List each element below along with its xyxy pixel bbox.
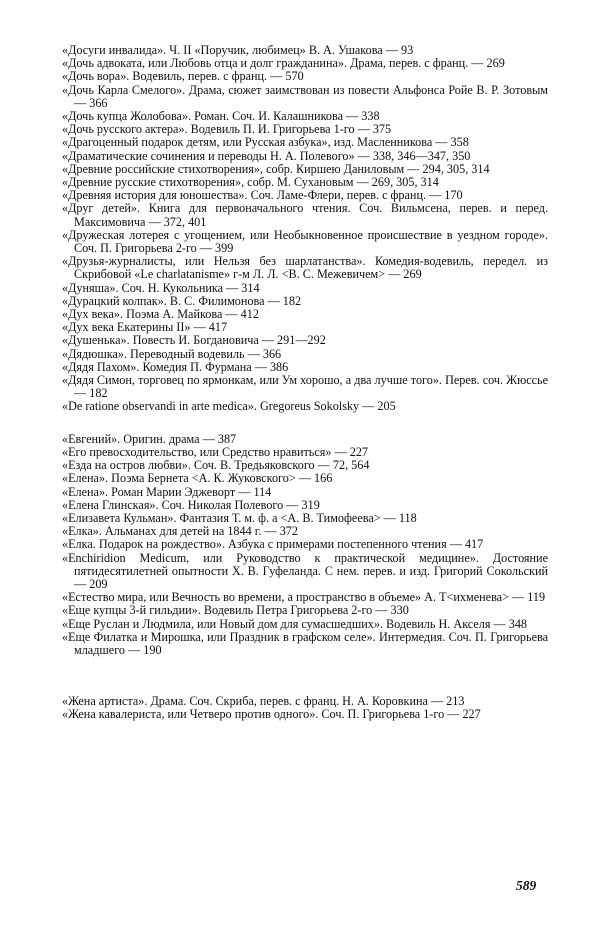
index-entry: «Дух века». Поэма А. Майкова — 412 [62,307,259,322]
index-entry: «Елка. Подарок на рождество». Азбука с примерами постепенного чтения — 417 [62,537,484,552]
section-zh [62,695,548,721]
index-entry: «Еще Филатка и Мирошка, или Праздник в графском селе». Интермедия. Соч. П. Григорьева младшего — 190 [62,629,548,657]
index-entry: «Драматические сочинения и переводы Н. А. Полевого» — 338, 346—347, 350 [62,148,471,163]
index-entry: «Его превосходительство, или Средство нравиться» — 227 [62,444,369,459]
index-entry: «Дочь адвоката, или Любовь отца и долг гражданина». Драма, перев. с франц. — 269 [62,56,505,71]
index-entry: «Естество мира, или Вечность во времени, а пространство в объеме» А. Т<ихменева> — 119 [62,590,546,605]
index-entry: «Дочь вора». Водевиль, перев. с франц. — 570 [62,69,304,84]
index-entry: «Елена». Поэма Бернета <А. К. Жуковского> — 166 [62,471,333,486]
index-entry: «Дурацкий колпак». В. С. Филимонова — 182 [62,293,302,308]
section-d [62,44,548,414]
index-entry: «Дядя Пахом». Комедия П. Фурмана — 386 [62,359,289,374]
index-entry: «Досуги инвалида». Ч. II «Поручик, любимец» В. А. Ушакова — 93 [62,43,414,57]
index-entry: «Езда на остров любви». Соч. В. Тредьяковского — 72, 564 [62,458,370,473]
section-gap [62,414,548,433]
index-entry: «Дружеская лотерея с угощением, или Необыкновенное происшествие в уездном городе». Соч. П. Григорьева 2-го — 399 [62,227,548,256]
index-entry: «Древняя история для юношества». Соч. Ламе-Флери, перев. с франц. — 170 [62,188,463,203]
index-entry: «Елка». Альманах для детей на 1844 г. — 372 [62,524,298,539]
index-entry: «Елена Глинская». Соч. Николая Полевого — 319 [62,497,320,512]
index-page [62,44,548,722]
index-entry: «Еще Руслан и Людмила, или Новый дом для сумасшедших». Водевиль Н. Акселя — 348 [62,616,528,631]
index-entry: «Друг детей». Книга для первоначального чтения. Соч. Вильмсена, перев. и перед. Максимовича — 372, 401 [62,201,548,229]
index-entry: «Жена кавалериста, или Четверо против одного». Соч. П. Григорьева 1-го — 227 [62,707,481,722]
index-entry: «Дядюшка». Переводный водевиль — 366 [62,346,282,361]
index-entry: «Еще купцы 3-й гильдии». Водевиль Петра Григорьева 2-го — 330 [62,603,409,618]
index-entry: «Драгоценный подарок детям, или Русская азбука», изд. Масленникова — 358 [62,135,469,150]
index-entry: «Дуняша». Соч. Н. Кукольника — 314 [62,280,260,295]
section-e [62,433,548,657]
index-entry: «Древние русские стихотворения», собр. М. Сухановым — 269, 305, 314 [62,175,439,190]
page-number: 589 [516,878,537,893]
index-entry: «Жена артиста». Драма. Соч. Скриба, перев. с франц. Н. А. Коровкина — 213 [62,694,465,709]
index-entry: «Дух века Екатерины II» — 417 [62,320,228,335]
index-entry: «De ratione observandi in arte medica». Gregoreus Sokolsky — 205 [62,399,396,414]
index-entry: «Елена». Роман Марии Эджеворт — 114 [62,484,272,499]
index-entry: «Елизавета Кульман». Фантазия Т. м. ф. а <А. В. Тимофеева> — 118 [62,510,417,525]
index-entry: «Дочь купца Жолобова». Роман. Соч. И. Калашникова — 338 [62,109,380,124]
index-entry: «Дочь Карла Смелого». Драма, сюжет заимствован из повести Альфонса Ройе В. Р. Зотовым — 366 [62,82,548,110]
index-entry: «Друзья-журналисты, или Нельзя без шарлатанства». Комедия-водевиль, передел. из Скрибовой «Le charlatanisme» г-м Л. Л. <В. С. Межевичем> — 269 [62,254,548,282]
section-gap [62,657,548,695]
index-entry: «Enchiridion Medicum, или Руководство к практической медицине». Достояние пятидесятилетней опытности Х. В. Гуфеланда. С нем. перев. и изд. Григорий Сокольский — 209 [62,550,548,591]
index-entry: «Евгений». Оригин. драма — 387 [62,431,237,446]
index-entry: «Дядя Симон, торговец по ярмонкам, или Ум хорошо, а два лучше того». Перев. соч. Жюссье — 182 [62,373,548,401]
index-entry: «Душенька». Повесть И. Богдановича — 291—292 [62,333,326,348]
index-entry: «Древние российские стихотворения», собр. Киршею Даниловым — 294, 305, 314 [62,161,490,176]
index-entry: «Дочь русского актера». Водевиль П. И. Григорьева 1-го — 375 [62,122,392,137]
